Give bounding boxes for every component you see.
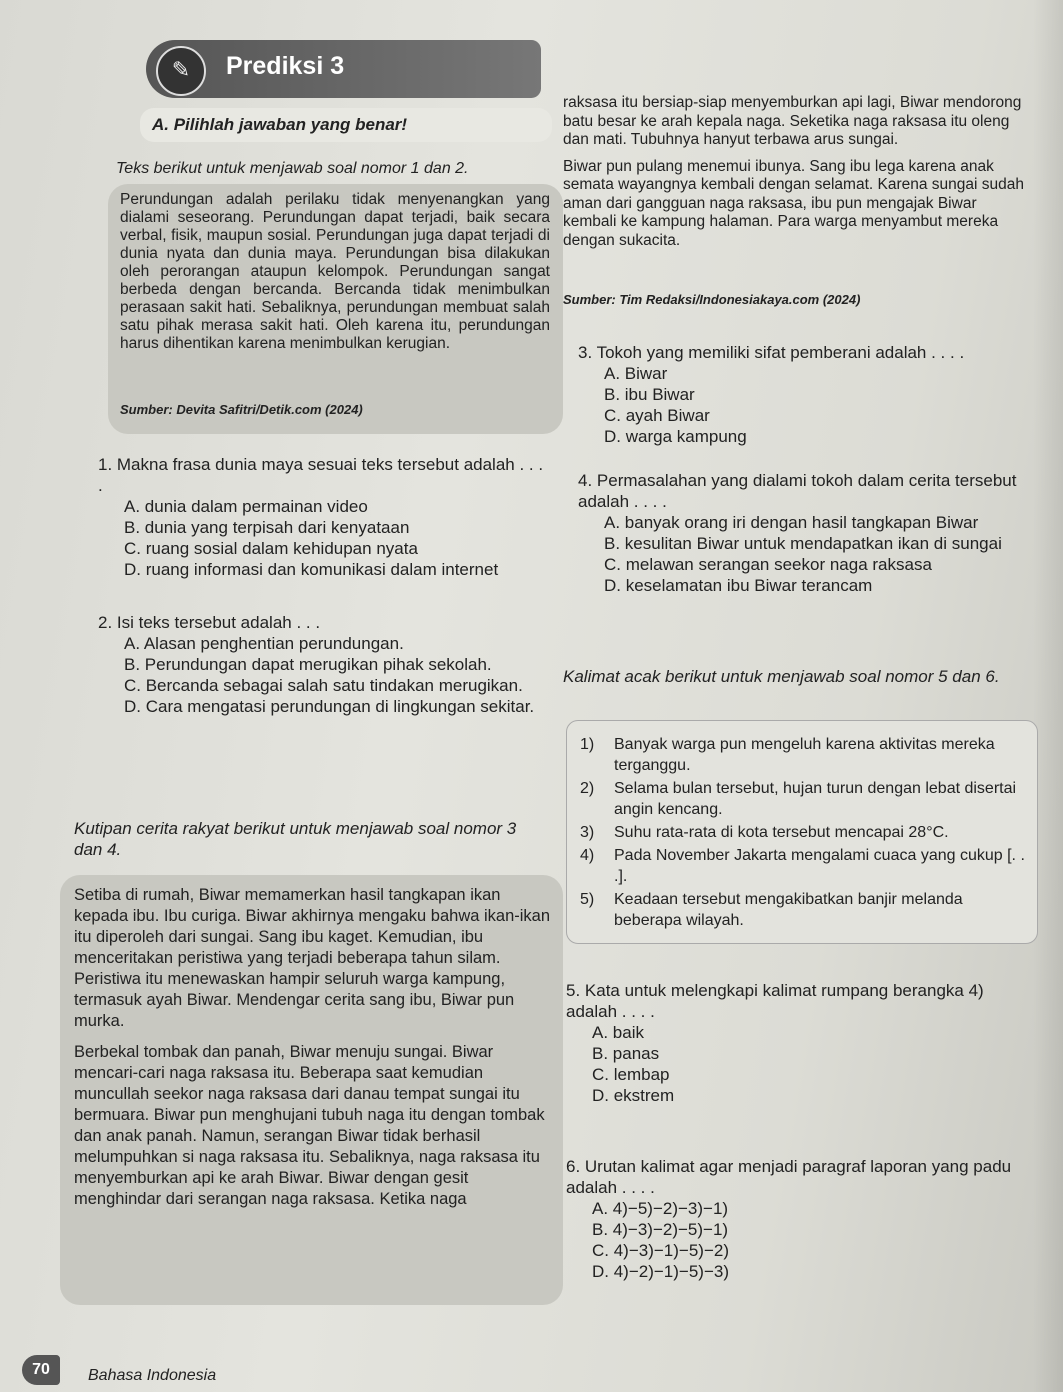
option-c[interactable]: C. lembap — [592, 1065, 670, 1084]
list-item: 3) Suhu rata-rata di kota tersebut mencapai 28°C. — [580, 824, 949, 841]
list-item: 1) Banyak warga pun mengeluh karena aktivitas mereka terganggu. — [580, 736, 995, 774]
text1-source: Sumber: Devita Safitri/Detik.com (2024) — [120, 402, 363, 417]
option-c[interactable]: C. ruang sosial dalam kehidupan nyata — [124, 539, 418, 558]
section-a-instruction: A. Pilihlah jawaban yang benar! — [140, 108, 552, 142]
option-a[interactable]: A. Biwar — [604, 364, 668, 383]
option-b[interactable]: B. dunia yang terpisah dari kenyataan — [124, 518, 410, 537]
text1-body: Perundungan adalah perilaku tidak menyenangkan yang dialami seseorang. Perundungan dapat terjadi, baik secara verbal, fisik, maupun sosial. Perundungan juga dapat terjadi di dunia nyata dan dunia maya. Perundungan bisa dilakukan oleh perorangan ataupun kelompok. Perundungan sangat berbeda dengan bercanda. Bercanda tidak menimbulkan perasaan sakit hati. Sebaliknya, perundungan membuat salah satu pihak merasa sakit hati. Oleh karena itu, perundungan harus dihentikan karena menimbulkan kerugian. — [120, 191, 550, 352]
text2-continued-2: Biwar pun pulang menemui ibunya. Sang ibu lega karena anak semata wayangnya kembali dengan selamat. Karena sungai sudah aman dari gangguan naga raksasa, ibu pun mengajak Biwar kembali ke kampung halaman. Para warga menyambut mereka dengan sukacita. — [563, 157, 1024, 249]
section-header — [146, 40, 541, 98]
option-a[interactable]: A. dunia dalam permainan video — [124, 497, 368, 516]
text1-intro: Teks berikut untuk menjawab soal nomor 1 dan 2. — [116, 160, 469, 177]
option-d[interactable]: D. 4)−2)−1)−5)−3) — [592, 1262, 730, 1281]
option-c[interactable]: C. ayah Biwar — [604, 406, 710, 425]
option-a[interactable]: A. banyak orang iri dengan hasil tangkapan Biwar — [604, 513, 979, 532]
question-3 — [578, 342, 1028, 447]
option-a[interactable]: A. baik — [592, 1023, 644, 1042]
question-stem: 5. Kata untuk melengkapi kalimat rumpang berangka 4) adalah . . . . — [566, 981, 984, 1021]
option-d[interactable]: D. Cara mengatasi perundungan di lingkungan sekitar. — [124, 697, 535, 716]
page-title: Prediksi 3 — [226, 52, 345, 80]
question-4 — [578, 470, 1028, 596]
option-a[interactable]: A. 4)−5)−2)−3)−1) — [592, 1199, 729, 1218]
question-stem: 6. Urutan kalimat agar menjadi paragraf laporan yang padu adalah . . . . — [566, 1157, 1012, 1197]
option-a[interactable]: A. Alasan penghentian perundungan. — [124, 634, 404, 653]
option-d[interactable]: D. keselamatan ibu Biwar terancam — [604, 576, 873, 595]
question-stem: 1. Makna frasa dunia maya sesuai teks tersebut adalah . . . . — [98, 455, 544, 495]
question-5 — [566, 980, 1036, 1106]
option-c[interactable]: C. Bercanda sebagai salah satu tindakan merugikan. — [124, 676, 523, 695]
option-b[interactable]: B. ibu Biwar — [604, 385, 695, 404]
option-b[interactable]: B. 4)−3)−2)−5)−1) — [592, 1220, 729, 1239]
text2-paragraph-2: Berbekal tombak dan panah, Biwar menuju sungai. Biwar mencari-cari naga raksasa itu. Beberapa saat kemudian muncullah seekor naga raksasa dari danau tempat sungai itu bermuara. Biwar pun menghujani tubuh naga itu dengan tombak dan anak panah. Namun, serangan Biwar tidak berhasil melumpuhkan si naga raksasa itu. Sebaliknya, naga raksasa itu menyemburkan api ke arah Biwar. Biwar dengan gesit menghindar dari serangan naga raksasa. Ketika naga — [74, 1043, 545, 1208]
question-stem: 3. Tokoh yang memiliki sifat pemberani adalah . . . . — [578, 343, 965, 362]
text3-intro: Kalimat acak berikut untuk menjawab soal nomor 5 dan 6. — [563, 667, 1000, 686]
option-b[interactable]: B. kesulitan Biwar untuk mendapatkan ikan di sungai — [604, 534, 1002, 553]
page-number: 70 — [22, 1355, 60, 1385]
question-2 — [98, 612, 548, 717]
option-b[interactable]: B. Perundungan dapat merugikan pihak sekolah. — [124, 655, 492, 674]
option-c[interactable]: C. 4)−3)−1)−5)−2) — [592, 1241, 730, 1260]
option-d[interactable]: D. ekstrem — [592, 1086, 675, 1105]
text2-body — [74, 885, 552, 1210]
sentence-list — [580, 734, 1025, 933]
option-d[interactable]: D. ruang informasi dan komunikasi dalam internet — [124, 560, 499, 579]
text2-paragraph-1: Setiba di rumah, Biwar memamerkan hasil tangkapan ikan kepada ibu. Ibu curiga. Biwar akhirnya mengaku bahwa ikan-ikan itu diperoleh dari sungai. Sang ibu kaget. Kemudian, ibu menceritakan peristiwa yang terjadi beberapa tahun silam. Peristiwa itu menewaskan hampir seluruh warga kampung, termasuk ayah Biwar. Mendengar cerita sang ibu, Biwar pun murka. — [74, 886, 551, 1030]
page-edge — [1033, 0, 1063, 1392]
list-item: 5) Keadaan tersebut mengakibatkan banjir melanda beberapa wilayah. — [580, 891, 963, 929]
question-1 — [98, 454, 548, 580]
text2-continued-1: raksasa itu bersiap-siap menyemburkan api lagi, Biwar mendorong batu besar ke arah kepala naga. Seketika naga raksasa itu oleng dan mati. Tubuhnya hanyut terbawa arus sungai. — [563, 94, 1022, 148]
list-item: 4) Pada November Jakarta mengalami cuaca yang cukup [. . .]. — [580, 847, 1025, 885]
question-stem: 2. Isi teks tersebut adalah . . . — [98, 613, 321, 632]
list-item: 2) Selama bulan tersebut, hujan turun dengan lebat disertai angin kencang. — [580, 780, 1017, 818]
question-6 — [566, 1156, 1036, 1282]
text2-continued — [563, 94, 1025, 250]
option-c[interactable]: C. melawan serangan seekor naga raksasa — [604, 555, 932, 574]
text2-intro: Kutipan cerita rakyat berikut untuk menjawab soal nomor 3 dan 4. — [74, 819, 517, 859]
option-b[interactable]: B. panas — [592, 1044, 660, 1063]
text2-source: Sumber: Tim Redaksi/Indonesiakaya.com (2024) — [563, 292, 861, 307]
pencil-icon: ✎ — [156, 46, 206, 96]
question-stem: 4. Permasalahan yang dialami tokoh dalam cerita tersebut adalah . . . . — [578, 471, 1017, 511]
option-d[interactable]: D. warga kampung — [604, 427, 747, 446]
subject-label: Bahasa Indonesia — [88, 1367, 217, 1384]
